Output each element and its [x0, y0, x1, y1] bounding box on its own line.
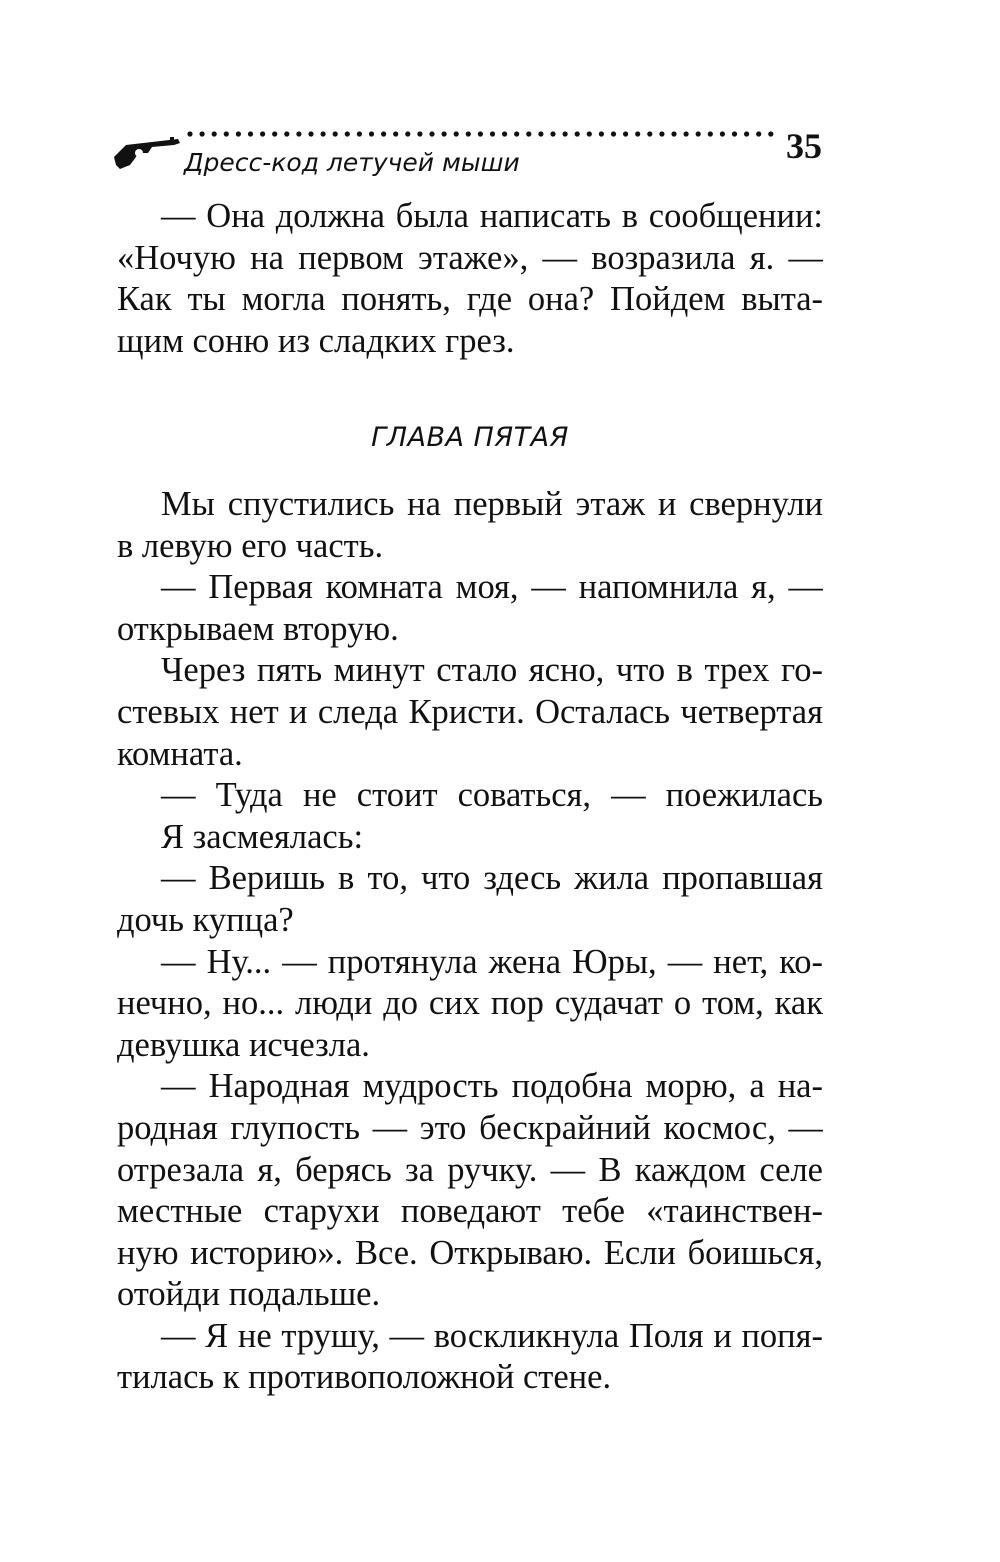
page-number: 35 [786, 126, 822, 166]
text-block-before-chapter [117, 196, 823, 362]
header-dot [502, 131, 507, 136]
header-dot [478, 131, 483, 136]
text-line: ную историю». Все. Открываю. Если боишься, [117, 1233, 823, 1272]
text-line: девушка исчезла. [117, 1025, 370, 1064]
header-dot [187, 131, 192, 136]
text-line: отойди подальше. [117, 1275, 381, 1314]
text-line: Как ты могла понять, где она? Пойдем выта- [117, 280, 823, 319]
header-dot [684, 131, 689, 136]
header-dot [308, 131, 313, 136]
header-dot [635, 131, 640, 136]
text-line: — Туда не стоит соваться, — поежилась [161, 776, 823, 815]
header-dot [587, 131, 592, 136]
text-line: нечно, но... люди до сих пор судачат о том, как [117, 984, 823, 1023]
header-dot [248, 131, 253, 136]
text-line: — Веришь в то, что здесь жила пропавшая [161, 859, 823, 898]
header-dot [296, 131, 301, 136]
text-block-chapter-body [117, 484, 823, 1399]
header-dot [417, 131, 422, 136]
header-dot [708, 131, 713, 136]
header-dot [224, 131, 229, 136]
header-dot [272, 131, 277, 136]
text-line: — Я не трушу, — воскликнула Поля и попя- [161, 1316, 823, 1355]
text-line: дочь купца? [117, 900, 294, 939]
chapter-title: ГЛАВА ПЯТАЯ [371, 422, 569, 453]
header-dot [538, 131, 543, 136]
header-dot [563, 131, 568, 136]
header-dot [768, 131, 773, 136]
header-dot [333, 131, 338, 136]
header-dot [345, 131, 350, 136]
header-dotted-rule [184, 128, 774, 140]
text-line: стевых нет и следа Кристи. Осталась четвертая [117, 692, 823, 731]
header-dot [381, 131, 386, 136]
header-dot [659, 131, 664, 136]
header-dot [466, 131, 471, 136]
header-dot [756, 131, 761, 136]
text-line: — Она должна была написать в сообщении: [161, 197, 823, 235]
text-line: открываем вторую. [117, 609, 399, 648]
text-line: комната. [117, 734, 243, 773]
header-dot [321, 131, 326, 136]
header-dot [429, 131, 434, 136]
text-line: родная глупость — это бескрайний космос, — [117, 1108, 823, 1147]
header-dot [405, 131, 410, 136]
header-dot [490, 131, 495, 136]
header-dot [599, 131, 604, 136]
text-line: щим соню из сладких грез. [117, 321, 515, 360]
header-dot [393, 131, 398, 136]
text-line: Через пять минут стало ясно, что в трех го- [161, 651, 823, 690]
header-dot [696, 131, 701, 136]
header-dot [236, 131, 241, 136]
text-line: тилась к противоположной стене. [117, 1358, 612, 1397]
header-dot [550, 131, 555, 136]
header-dot [212, 131, 217, 136]
text-line: Мы спустились на первый этаж и свернули [161, 485, 823, 523]
text-line: отрезала я, берясь за ручку. — В каждом селе [117, 1150, 823, 1189]
header-dot [611, 131, 616, 136]
header-dot [671, 131, 676, 136]
running-header [112, 118, 830, 188]
header-dot [720, 131, 725, 136]
header-dot [575, 131, 580, 136]
header-dot [442, 131, 447, 136]
text-line: — Ну... — протянула жена Юры, — нет, ко- [161, 942, 823, 981]
header-dot [744, 131, 749, 136]
header-dot [357, 131, 362, 136]
header-dot [284, 131, 289, 136]
text-line: — Народная мудрость подобна морю, а на- [161, 1067, 823, 1106]
text-line: «Ночую на первом этаже», — возразила я. — [117, 238, 823, 277]
header-dot [369, 131, 374, 136]
header-dot [260, 131, 265, 136]
running-title: Дресс-код летучей мыши [184, 148, 520, 177]
header-dot [514, 131, 519, 136]
header-dot [200, 131, 205, 136]
header-dot [454, 131, 459, 136]
header-dot [526, 131, 531, 136]
header-dot [732, 131, 737, 136]
text-line: Я засмеялась: [161, 817, 364, 856]
header-dot [647, 131, 652, 136]
gun-icon [112, 131, 184, 171]
text-line: в левую его часть. [117, 526, 384, 565]
text-line: местные старухи поведают тебе «таинствен- [117, 1192, 823, 1231]
header-dot [623, 131, 628, 136]
text-line: — Первая комната моя, — напомнила я, — [161, 568, 823, 607]
